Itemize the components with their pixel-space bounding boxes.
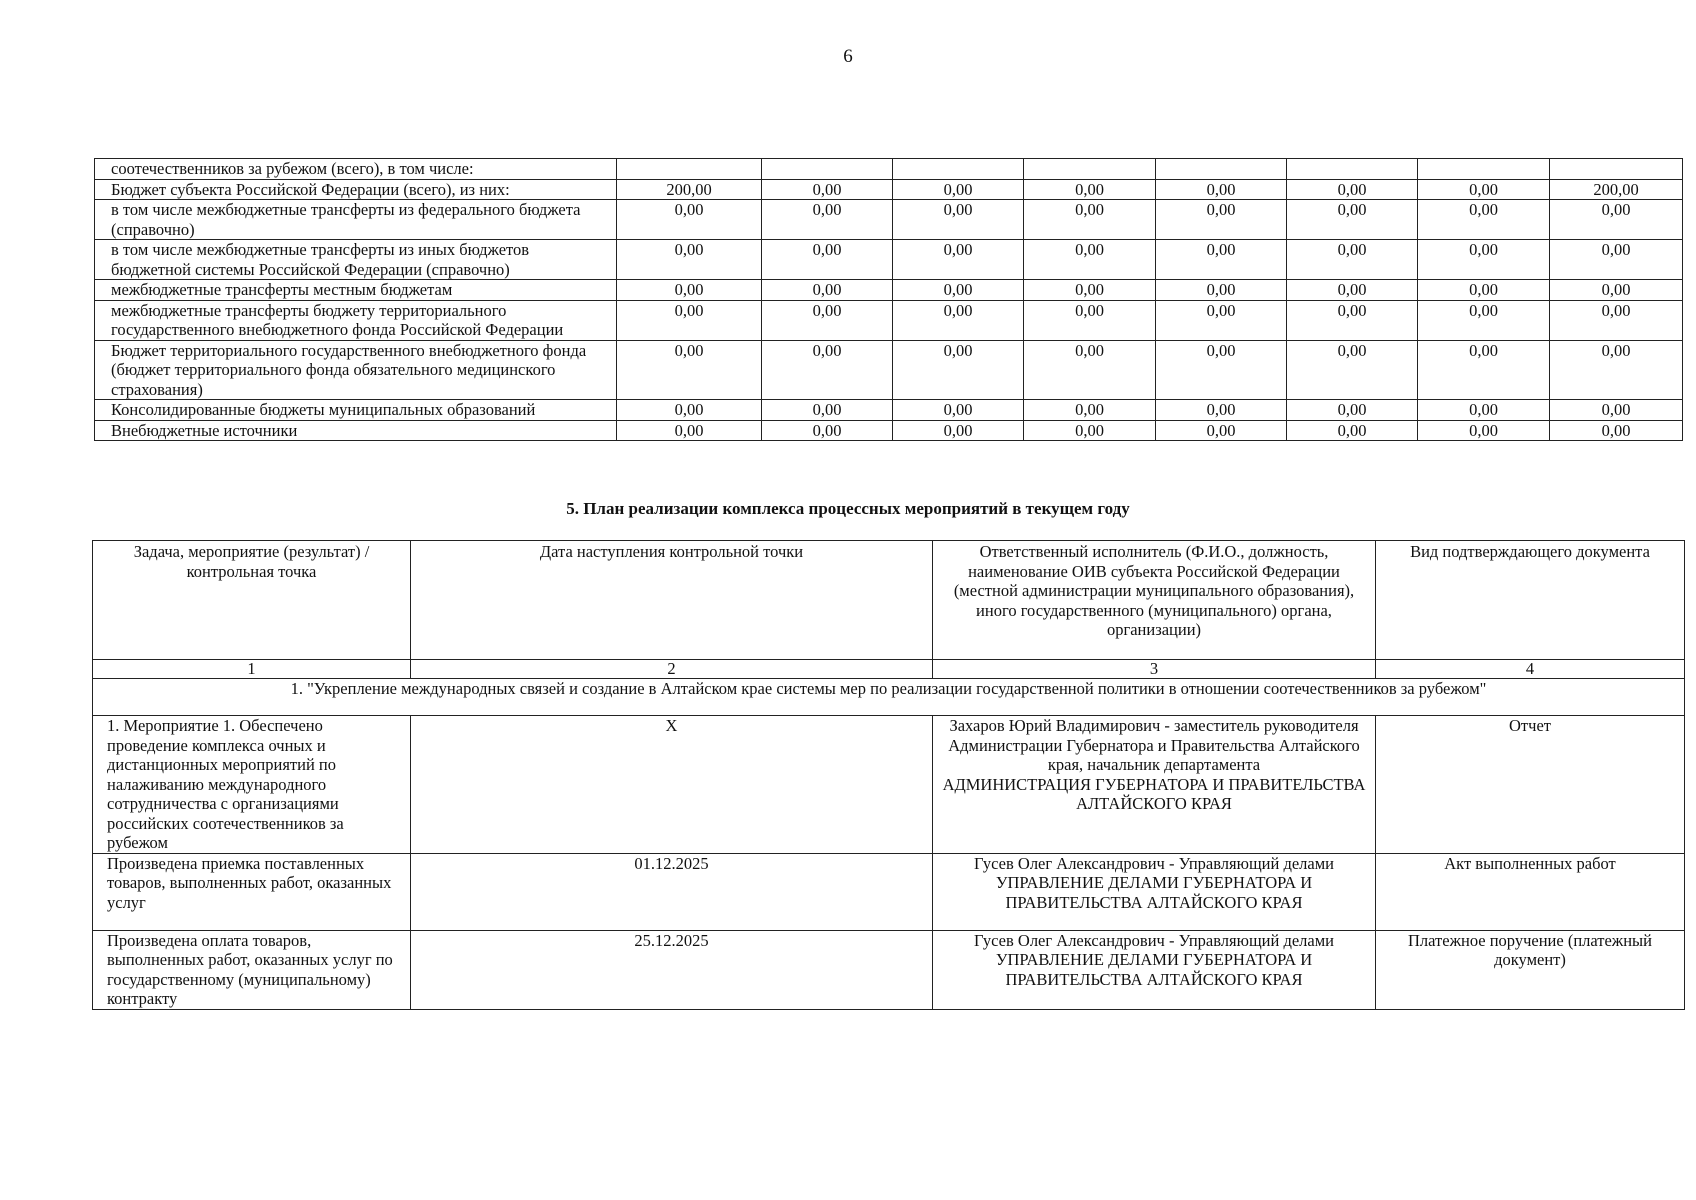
budget-value: 0,00	[617, 300, 762, 340]
budget-value: 0,00	[762, 240, 893, 280]
budget-value: 0,00	[1156, 240, 1287, 280]
budget-value: 0,00	[762, 179, 893, 200]
budget-value: 0,00	[1418, 400, 1550, 421]
plan-date: X	[411, 716, 933, 854]
budget-value: 200,00	[1550, 179, 1683, 200]
budget-value: 0,00	[893, 179, 1024, 200]
budget-value: 0,00	[1156, 280, 1287, 301]
plan-executor-cell	[933, 853, 1376, 930]
budget-row	[95, 420, 1683, 441]
budget-value: 0,00	[1156, 200, 1287, 240]
budget-value: 0,00	[1024, 240, 1156, 280]
budget-value: 0,00	[893, 240, 1024, 280]
column-number: 3	[933, 660, 1376, 679]
budget-row-label: межбюджетные трансферты местным бюджетам	[95, 280, 617, 301]
budget-value: 0,00	[1287, 300, 1418, 340]
budget-value: 0,00	[1024, 179, 1156, 200]
budget-row	[95, 300, 1683, 340]
budget-row	[95, 159, 1683, 180]
plan-executor-cell	[933, 930, 1376, 1009]
budget-value: 0,00	[762, 420, 893, 441]
plan-executor: Захаров Юрий Владимирович - заместитель руководителя Администрации Губернатора и Правительства Алтайского края, начальник департамента	[948, 716, 1360, 774]
budget-value	[1550, 159, 1683, 180]
budget-value: 0,00	[1287, 240, 1418, 280]
budget-row-label: Бюджет территориального государственного внебюджетного фонда (бюджет территориального фонда обязательного медицинского страхования)	[95, 340, 617, 400]
budget-value: 0,00	[762, 200, 893, 240]
budget-value: 0,00	[1156, 179, 1287, 200]
budget-value: 0,00	[617, 340, 762, 400]
budget-value: 0,00	[1024, 200, 1156, 240]
budget-value	[762, 159, 893, 180]
plan-executor: Гусев Олег Александрович - Управляющий делами	[973, 930, 1334, 950]
budget-value: 0,00	[893, 400, 1024, 421]
budget-value: 0,00	[1418, 420, 1550, 441]
header-document: Вид подтверждающего документа	[1376, 541, 1685, 660]
budget-table	[94, 158, 1683, 441]
budget-row-label: Консолидированные бюджеты муниципальных образований	[95, 400, 617, 421]
budget-value: 0,00	[762, 400, 893, 421]
budget-row	[95, 200, 1683, 240]
budget-table-body	[95, 159, 1683, 441]
plan-executor: Гусев Олег Александрович - Управляющий делами	[973, 853, 1334, 873]
column-number: 4	[1376, 660, 1685, 679]
budget-value: 0,00	[1024, 280, 1156, 301]
plan-date: 01.12.2025	[411, 853, 933, 930]
plan-table	[92, 540, 1685, 1010]
budget-value: 0,00	[1287, 400, 1418, 421]
plan-task: Произведена оплата товаров, выполненных работ, оказанных услуг по государственному (муниципальному) контракту	[93, 930, 411, 1009]
plan-header-row	[93, 541, 1685, 660]
budget-row-label: в том числе межбюджетные трансферты из федерального бюджета (справочно)	[95, 200, 617, 240]
header-date: Дата наступления контрольной точки	[411, 541, 933, 660]
budget-value: 0,00	[1156, 340, 1287, 400]
plan-row	[93, 716, 1685, 854]
plan-document: Отчет	[1376, 716, 1685, 854]
budget-value: 0,00	[1418, 240, 1550, 280]
budget-value	[1418, 159, 1550, 180]
budget-value	[1156, 159, 1287, 180]
budget-row-label: Бюджет субъекта Российской Федерации (всего), из них:	[95, 179, 617, 200]
budget-value: 0,00	[893, 200, 1024, 240]
section-title: 5. План реализации комплекса процессных мероприятий в текущем году	[566, 499, 1130, 518]
plan-organization: АДМИНИСТРАЦИЯ ГУБЕРНАТОРА И ПРАВИТЕЛЬСТВА АЛТАЙСКОГО КРАЯ	[942, 774, 1366, 813]
budget-value: 0,00	[1156, 420, 1287, 441]
budget-value: 0,00	[1550, 420, 1683, 441]
plan-organization: УПРАВЛЕНИЕ ДЕЛАМИ ГУБЕРНАТОРА И ПРАВИТЕЛЬСТВА АЛТАЙСКОГО КРАЯ	[995, 950, 1313, 989]
budget-row	[95, 179, 1683, 200]
column-number: 1	[93, 660, 411, 679]
budget-value: 0,00	[893, 420, 1024, 441]
budget-value	[893, 159, 1024, 180]
budget-value: 0,00	[1156, 300, 1287, 340]
plan-document: Акт выполненных работ	[1376, 853, 1685, 930]
page-number: 6	[843, 46, 853, 67]
budget-value: 0,00	[1024, 340, 1156, 400]
budget-value	[1287, 159, 1418, 180]
budget-value: 0,00	[617, 420, 762, 441]
budget-value: 0,00	[762, 300, 893, 340]
plan-document: Платежное поручение (платежный документ)	[1376, 930, 1685, 1009]
budget-value: 200,00	[617, 179, 762, 200]
column-number: 2	[411, 660, 933, 679]
budget-value: 0,00	[1418, 200, 1550, 240]
budget-value: 0,00	[893, 340, 1024, 400]
budget-row-label: Внебюджетные источники	[95, 420, 617, 441]
budget-value: 0,00	[1287, 179, 1418, 200]
budget-value: 0,00	[1024, 420, 1156, 441]
budget-value: 0,00	[617, 200, 762, 240]
budget-value: 0,00	[1550, 400, 1683, 421]
budget-value: 0,00	[1550, 200, 1683, 240]
budget-row-label: в том числе межбюджетные трансферты из иных бюджетов бюджетной системы Российской Федерации (справочно)	[95, 240, 617, 280]
budget-value	[1024, 159, 1156, 180]
plan-organization: УПРАВЛЕНИЕ ДЕЛАМИ ГУБЕРНАТОРА И ПРАВИТЕЛЬСТВА АЛТАЙСКОГО КРАЯ	[995, 873, 1313, 912]
budget-value: 0,00	[762, 340, 893, 400]
column-number-row	[93, 660, 1685, 679]
header-task: Задача, мероприятие (результат) / контрольная точка	[93, 541, 411, 660]
budget-row-label: соотечественников за рубежом (всего), в том числе:	[95, 159, 617, 180]
budget-value: 0,00	[1418, 300, 1550, 340]
header-executor: Ответственный исполнитель (Ф.И.О., должность, наименование ОИВ субъекта Российской Федерации (местной администрации муниципального образования), иного государственного (муниципального) органа, организации)	[933, 541, 1376, 660]
budget-value: 0,00	[1287, 200, 1418, 240]
plan-row	[93, 930, 1685, 1009]
budget-value: 0,00	[1550, 300, 1683, 340]
budget-value: 0,00	[1418, 340, 1550, 400]
budget-row	[95, 340, 1683, 400]
budget-value	[617, 159, 762, 180]
budget-row	[95, 280, 1683, 301]
budget-row-label: межбюджетные трансферты бюджету территориального государственного внебюджетного фонда Российской Федерации	[95, 300, 617, 340]
budget-value: 0,00	[617, 400, 762, 421]
budget-row	[95, 240, 1683, 280]
plan-task: 1. Мероприятие 1. Обеспечено проведение комплекса очных и дистанционных мероприятий по налаживанию международного сотрудничества с организациями российских соотечественников за рубежом	[93, 716, 411, 854]
budget-value: 0,00	[1287, 280, 1418, 301]
budget-value: 0,00	[1418, 280, 1550, 301]
budget-value: 0,00	[1156, 400, 1287, 421]
plan-task: Произведена приемка поставленных товаров, выполненных работ, оказанных услуг	[93, 853, 411, 930]
plan-row	[93, 853, 1685, 930]
budget-value: 0,00	[1550, 240, 1683, 280]
budget-value: 0,00	[1024, 400, 1156, 421]
budget-value: 0,00	[1418, 179, 1550, 200]
budget-value: 0,00	[1550, 340, 1683, 400]
plan-date: 25.12.2025	[411, 930, 933, 1009]
budget-value: 0,00	[893, 300, 1024, 340]
budget-value: 0,00	[1287, 340, 1418, 400]
budget-value: 0,00	[1024, 300, 1156, 340]
group-title: 1. "Укрепление международных связей и создание в Алтайском крае системы мер по реализации государственной политики в отношении соотечественников за рубежом"	[93, 679, 1685, 716]
budget-value: 0,00	[762, 280, 893, 301]
budget-row	[95, 400, 1683, 421]
budget-value: 0,00	[1287, 420, 1418, 441]
budget-value: 0,00	[617, 240, 762, 280]
budget-value: 0,00	[893, 280, 1024, 301]
group-row	[93, 679, 1685, 716]
plan-executor-cell	[933, 716, 1376, 854]
budget-value: 0,00	[1550, 280, 1683, 301]
budget-value: 0,00	[617, 280, 762, 301]
